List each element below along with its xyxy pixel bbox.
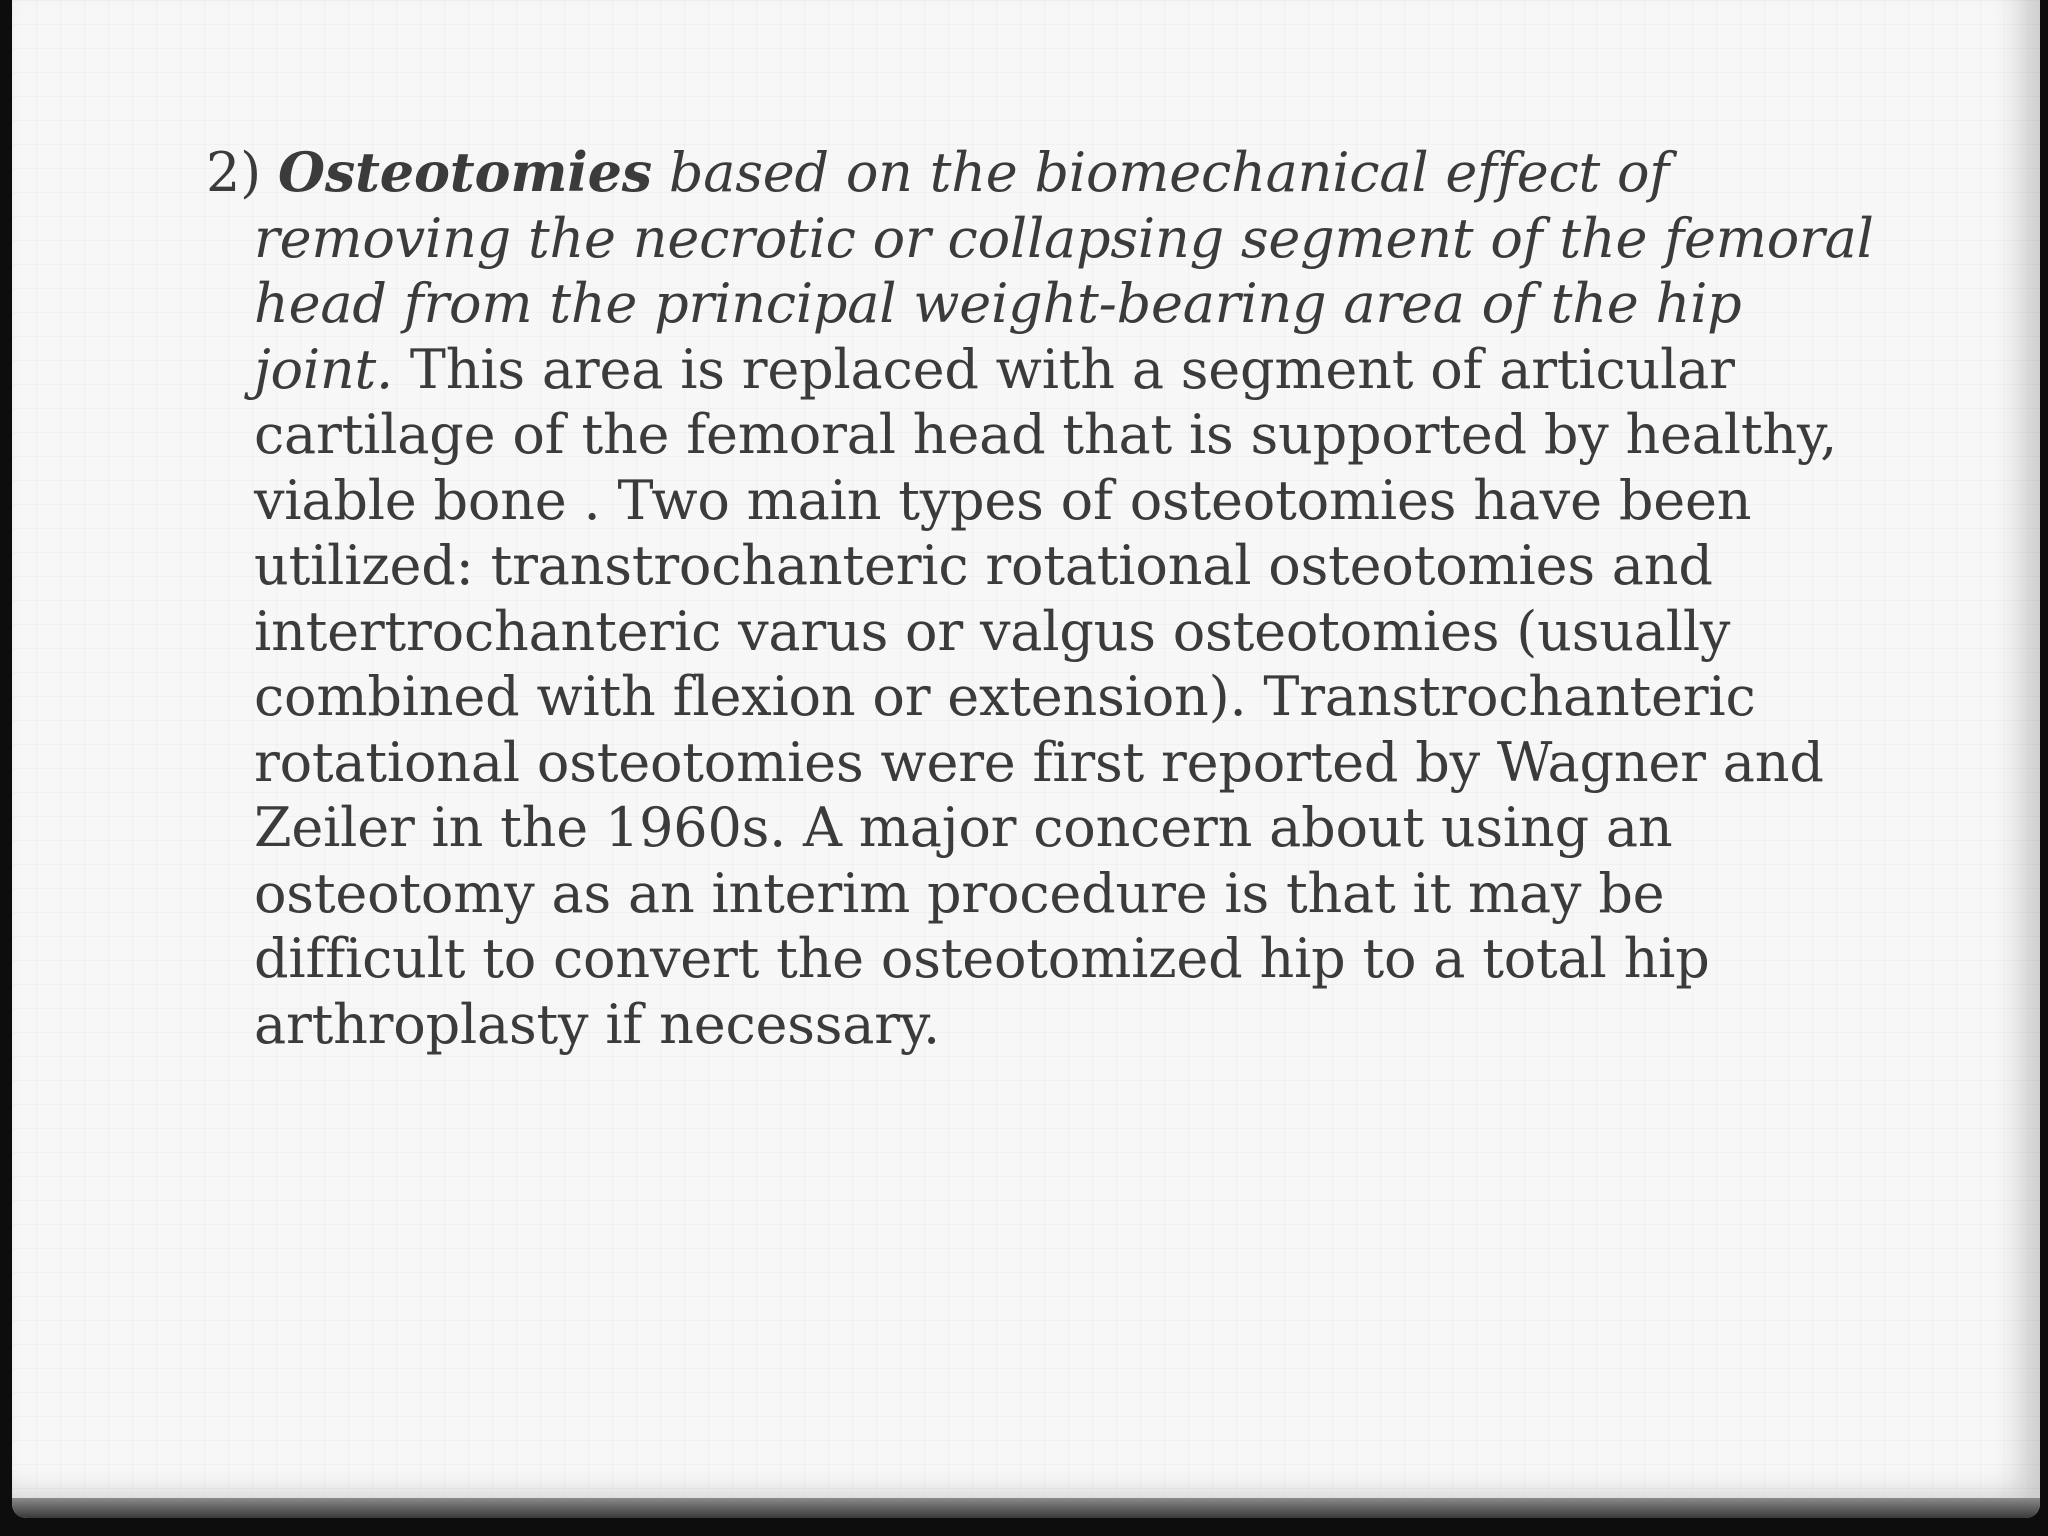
- body-text: This area is replaced with a segment of articular cartilage of the femoral head that is supported by healthy, viable bone . Two main types of osteotomies have been utilized: transtrochanteric rotational osteotomies and intertrochanteric varus or valgus osteotomies (usually combined with flexion or extension). Transtrochanteric rotational osteotomies were first reported by Wagner and Zeiler in the 1960s. A major concern about using an osteotomy as an interim procedure is that it may be difficult to convert the osteotomized hip to a total hip arthroplasty if necessary.: [254, 337, 1838, 1056]
- item-number: 2): [206, 141, 278, 204]
- osteotomies-paragraph: [206, 140, 1886, 1057]
- slide: [12, 0, 2040, 1518]
- term-osteotomies: Osteotomies: [278, 140, 652, 204]
- slide-bottom-edge: [12, 1498, 2040, 1518]
- slide-content: [206, 140, 1886, 1057]
- italic-definition: based on the biomechanical effect of removing the necrotic or collapsing segment of the femoral head from the principal weight-bearing area of the hip joint.: [254, 141, 1874, 401]
